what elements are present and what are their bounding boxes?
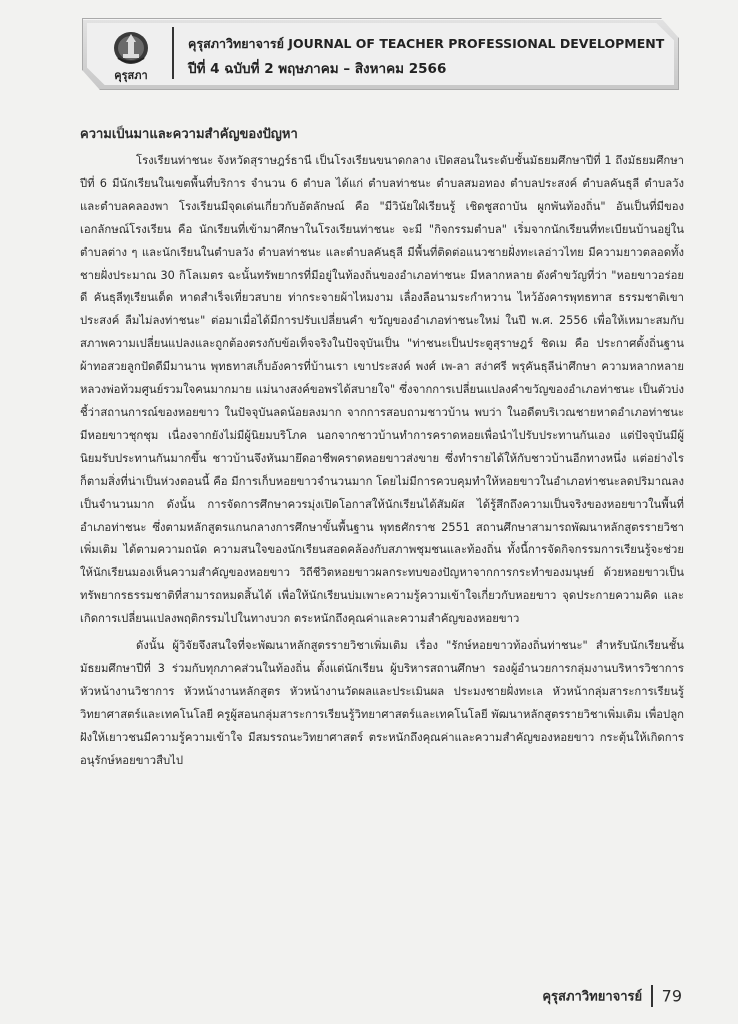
- kurusapha-emblem-icon: [110, 28, 152, 66]
- page-footer: [542, 985, 682, 1013]
- paragraph-1: โรงเรียนท่าชนะ จังหวัดสุราษฎร์ธานี เป็นโรงเรียนขนาดกลาง เปิดสอนในระดับชั้นมัธยมศึกษาปีที่ 1 ถึงมัธยมศึกษาปีที่ 6 มีนักเรียนในเขตพื้นที่บริการ จำนวน 6 ตำบล ได้แก่ ตำบลท่าชนะ ตำบลสมอทอง ตำบลประสงค์ ตำบลคันธุลี ตำบลวัง และตำบลคลองพา โรงเรียนมีจุดเด่นเกี่ยวกับอัตลักษณ์ คือ "มีวินัยใฝ่เรียนรู้ เชิดชูสถาบัน ผูกพันท้องถิ่น" อันเป็นที่มีของเอกลักษณ์โรงเรียน คือ นักเรียนที่เข้ามาศึกษาในโรงเรียนท่าชนะ จะมี "กิจกรรมตำบล" เริ่มจากนักเรียนที่ทะเบียนบ้านอยู่ในตำบลต่าง ๆ และนักเรียนในตำบลวัง ตำบลท่าชนะ และตำบลคันธุลี มีพื้นที่ติดต่อแนวชายฝั่งทะเลอ่าวไทย มีความยาวตลอดทั้งชายฝั่งประมาณ 30 กิโลเมตร ฉะนั้นทรัพยากรที่มีอยู่ในท้องถิ่นของอำเภอท่าชนะ มีหลากหลาย ดังคำขวัญที่ว่า "หอยขาวอร่อยดี คันธุลีทุเรียนเด็ด หาดสำเร็จเที่ยวสบาย ท่ากระจายผ้าไหมงาม เลื่องลือนามระกำหวาน ไหว้อังคารพุทธทาส ธรรมชาติเขาประสงค์ ลืมไม่ลงท่าชนะ" ต่อมาเมื่อได้มีการปรับเปลี่ยนคำ ขวัญของอำเภอท่าชนะใหม่ ในปี พ.ศ. 2556 เพื่อให้เหมาะสมกับสภาพความเปลี่ยนแปลงและถูกต้องตรงกับข้อเท็จจริงในปัจจุบันเป็น "ท่าชนะเป็นประตูสุราษฎร์ ชิดเม คือ ประกาศตั้งถิ่นฐาน ผ้าทอสวยลูกปัดดีมีมานาน พุทธทาสเก็บอังคารที่บ้านเรา เขาประสงค์ พงศ์ เพ-ลา สง่าศรี พรุคันธุลีน่าศึกษา ความหลากหลาย หลวงพ่อท้วมศูนย์รวมใจคนมากมาย แม่นางสงค์ขอพรได้สบายใจ" ซึ่งจากการเปลี่ยนแปลงคำขวัญของอำเภอท่าชนะ เป็นตัวบ่งชี้ว่าสถานการณ์ของหอยขาว ในปัจจุบันลดน้อยลงมาก จากการสอบถามชาวบ้าน พบว่า ในอดีตบริเวณชายหาดอำเภอท่าชนะมีหอยขาวชุกชุม เนื่องจากยังไม่มีผู้นิยมบริโภค นอกจากชาวบ้านทำการคราดหอยเพื่อนำไปรับประทานกันเอง แต่ปัจจุบันมีผู้นิยมรับประทานกันมากขึ้น ชาวบ้านจึงหันมายึดอาชีพคราดหอยขาวส่งขาย ซึ่งทำรายได้ให้กับชาวบ้านอีกทางหนึ่ง แต่อย่างไรก็ตามสิ่งที่น่าเป็นห่วงตอนนี้ คือ มีการเก็บหอยขาวจำนวนมาก โดยไม่มีการควบคุมทำให้หอยขาวในอำเภอท่าชนะลดปริมาณลงเป็นจำนวนมาก ดังนั้น การจัดการศึกษาควรมุ่งเปิดโอกาสให้นักเรียนได้สัมผัส ได้รู้สึกถึงความเป็นจริงของหอยขาวในพื้นที่อำเภอท่าชนะ ซึ่งตามหลักสูตรแกนกลางการศึกษาขั้นพื้นฐาน พุทธศักราช 2551 สถานศึกษาสามารถพัฒนาหลักสูตรรายวิชาเพิ่มเติม ได้ตามความถนัด ความสนใจของนักเรียนสอดคล้องกับสภาพชุมชนและท้องถิ่น ทั้งนี้การจัดกิจกรรมการเรียนรู้จะช่วยให้นักเรียนมองเห็นความสำคัญของหอยขาว วิถีชีวิตหอยขาวผลกระทบของปัญหาจากการกระทำของมนุษย์ ด้วยหอยขาวเป็นทรัพยากรธรรมชาติที่สามารถหมดสิ้นได้ เพื่อให้นักเรียนบ่มเพาะความรู้ความเข้าใจเกี่ยวกับหอยขาว จุดประกายความคิด และเกิดการเปลี่ยนแปลงพฤติกรรมไปในทางบวก ตระหนักถึงคุณค่าและความสำคัญของหอยขาว: [80, 154, 684, 626]
- article-body: [80, 124, 684, 772]
- journal-title: คุรุสภาวิทยาจารย์ JOURNAL OF TEACHER PROFESSIONAL DEVELOPMENT: [188, 36, 665, 51]
- footer-journal-name: คุรุสภาวิทยาจารย์: [542, 989, 643, 1005]
- issue-line: ปีที่ 4 ฉบับที่ 2 พฤษภาคม – สิงหาคม 2566: [188, 61, 447, 77]
- page-number: 79: [661, 986, 682, 1006]
- footer-divider: [651, 985, 653, 1007]
- header-divider: [172, 27, 174, 79]
- logo-caption: คุรุสภา: [114, 69, 148, 82]
- paragraph-2: ดังนั้น ผู้วิจัยจึงสนใจที่จะพัฒนาหลักสูตรรายวิชาเพิ่มเติม เรื่อง "รักษ์หอยขาวท้องถิ่นท่าชนะ" สำหรับนักเรียนชั้นมัธยมศึกษาปีที่ 3 ร่วมกับทุกภาคส่วนในท้องถิ่น ตั้งแต่นักเรียน ผู้บริหารสถานศึกษา รองผู้อำนวยการกลุ่มงานบริหารวิชาการ หัวหน้างานวิชาการ หัวหน้างานหลักสูตร หัวหน้างานวัดผลและประเมินผล ประมงชายฝั่งทะเล หัวหน้ากลุ่มสาระการเรียนรู้วิทยาศาสตร์และเทคโนโลยี ครูผู้สอนกลุ่มสาระการเรียนรู้วิทยาศาสตร์และเทคโนโลยี พัฒนาหลักสูตรรายวิชาเพิ่มเติม เพื่อปลูกฝังให้เยาวชนมีความรู้ความเข้าใจ มีสมรรถนะวิทยาศาสตร์ ตระหนักถึงคุณค่าและความสำคัญของหอยขาว กระตุ้นให้เกิดการอนุรักษ์หอยขาวสืบไป: [80, 639, 684, 767]
- section-heading: ความเป็นมาและความสำคัญของปัญหา: [80, 127, 298, 142]
